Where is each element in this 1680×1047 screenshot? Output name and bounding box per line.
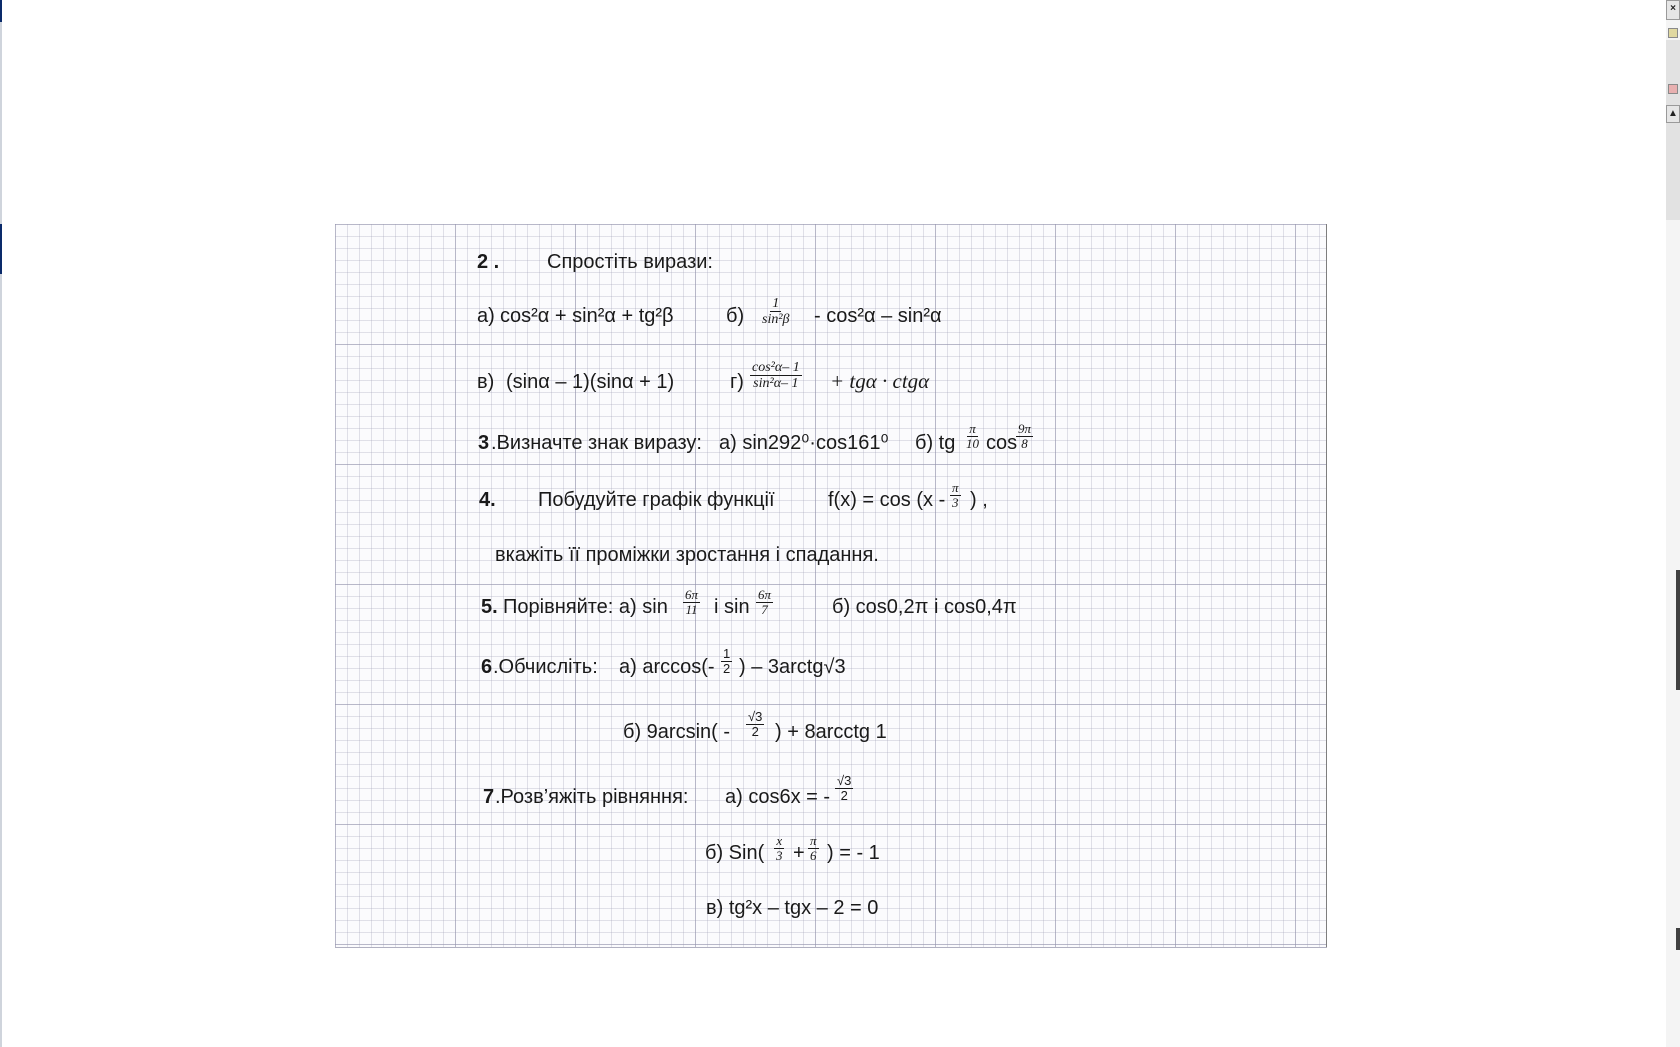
fraction-numerator: 1 <box>772 296 780 311</box>
problem-2v-expression: (sinα – 1)(sinα + 1) <box>506 371 675 393</box>
scrollbar-thumb[interactable] <box>1676 570 1680 690</box>
fraction-numerator: 9π <box>1018 421 1032 436</box>
fraction-denominator: 7 <box>761 602 768 618</box>
fraction-numerator: π <box>952 480 959 495</box>
fraction-denominator: 2 <box>840 788 848 804</box>
problem-6a-left: а) arccos(- <box>619 656 715 678</box>
problem-7a-left: а) cos6x = - <box>725 786 831 808</box>
scroll-up-arrow-icon[interactable]: ▲ <box>1666 105 1680 123</box>
fraction-denominator: 6 <box>810 848 817 864</box>
problem-7b-plus: + <box>793 842 805 864</box>
problem-6-number: 6 <box>481 656 493 678</box>
fraction-numerator: π <box>810 833 817 848</box>
window-left-marker <box>0 224 2 274</box>
fraction-numerator: x <box>776 833 783 848</box>
problem-5b-expression: б) cos0,2π і cos0,4π <box>832 596 1017 618</box>
problem-5-title: Порівняйте: а) sin <box>503 596 668 618</box>
problem-2b-rest: - cos²α – sin²α <box>814 305 942 327</box>
problem-5-middle: і sin <box>714 596 750 618</box>
problem-3b-fraction-1 <box>964 422 981 452</box>
problem-3-title: .Визначте знак виразу: <box>491 432 702 454</box>
problem-2a-label: а) <box>477 305 495 327</box>
fraction-denominator: 2 <box>723 661 731 677</box>
fraction-numerator: cos²α– 1 <box>752 360 800 375</box>
problem-6a-right: ) – 3arctg√3 <box>739 656 846 678</box>
problem-5-fraction-1 <box>683 588 700 618</box>
problem-4-number: 4. <box>479 489 496 511</box>
problem-4-title: Побудуйте графік функції <box>538 489 775 511</box>
scrollbar-marker <box>1676 928 1680 950</box>
problem-2b-label: б) <box>726 305 745 327</box>
problem-2g-label: г) <box>730 371 744 393</box>
problem-3b-label: б) tg <box>915 432 956 454</box>
problem-5-fraction-2 <box>756 588 773 618</box>
worksheet-bottom-edge <box>335 947 1327 948</box>
fraction-denominator: sin²β <box>762 312 790 328</box>
worksheet-image <box>335 224 1327 948</box>
problem-4-function-right: ) , <box>970 489 988 511</box>
fraction-numerator: 6π <box>758 587 772 602</box>
problem-7-number: 7 <box>483 786 495 808</box>
fraction-numerator: √3 <box>837 773 852 788</box>
problem-7b-fraction-1 <box>774 834 785 864</box>
fraction-denominator: sin²α– 1 <box>753 376 799 392</box>
fraction-denominator: 10 <box>966 436 979 452</box>
problem-7v-expression: в) tg²x – tgx – 2 = 0 <box>706 897 879 919</box>
problem-3-number: 3 <box>478 432 490 454</box>
problem-7b-right: ) = - 1 <box>827 842 880 864</box>
problem-6b-fraction <box>746 710 764 740</box>
problem-3b-cos: cos <box>986 432 1018 454</box>
fraction-denominator: 8 <box>1021 436 1028 452</box>
fraction-denominator: 11 <box>685 602 698 618</box>
problem-2-title: Спростіть вирази: <box>547 251 713 273</box>
problem-2-number: 2 . <box>477 251 500 273</box>
window-left-edge <box>0 0 2 1047</box>
problem-6-title: .Обчисліть: <box>493 656 598 678</box>
toolbar-mini-icon[interactable] <box>1668 84 1678 94</box>
problem-4-line-2: вкажіть її проміжки зростання і спадання. <box>495 544 879 566</box>
fraction-numerator: 6π <box>685 587 699 602</box>
problem-2v-label: в) <box>477 371 495 393</box>
problem-5-number: 5. <box>481 596 498 618</box>
problem-6b-left: б) 9arcsin( - <box>623 721 731 743</box>
problem-3b-fraction-2 <box>1016 422 1033 452</box>
problem-2g-rest: + tgα · ctgα <box>830 369 930 393</box>
problem-7a-fraction <box>835 774 853 804</box>
fraction-numerator: 1 <box>723 646 731 661</box>
fraction-numerator: √3 <box>748 709 763 724</box>
problem-4-function-left: f(x) = cos (x - <box>828 489 946 511</box>
fraction-denominator: 3 <box>776 848 783 864</box>
problem-4-function-fraction <box>950 481 961 511</box>
problem-2b-fraction <box>760 296 792 328</box>
scrollbar-track[interactable] <box>1666 40 1680 220</box>
fraction-denominator: 2 <box>751 724 759 740</box>
problem-6b-right: ) + 8arcctg 1 <box>775 721 887 743</box>
close-icon[interactable]: × <box>1666 0 1680 20</box>
fraction-denominator: 3 <box>952 495 959 511</box>
problem-6a-fraction <box>721 647 732 677</box>
problem-7b-fraction-2 <box>808 834 819 864</box>
fraction-numerator: π <box>969 421 976 436</box>
toolbar-mini-icon[interactable] <box>1668 28 1678 38</box>
problem-2g-fraction <box>750 360 802 392</box>
problem-2a-expression: cos²α + sin²α + tg²β <box>500 305 674 327</box>
problem-7b-left: б) Sin( <box>705 842 765 864</box>
problem-3a-expression: а) sin292⁰·cos161⁰ <box>719 432 889 454</box>
window-left-marker <box>0 0 2 22</box>
problem-7-title: .Розв’яжіть рівняння: <box>495 786 689 808</box>
